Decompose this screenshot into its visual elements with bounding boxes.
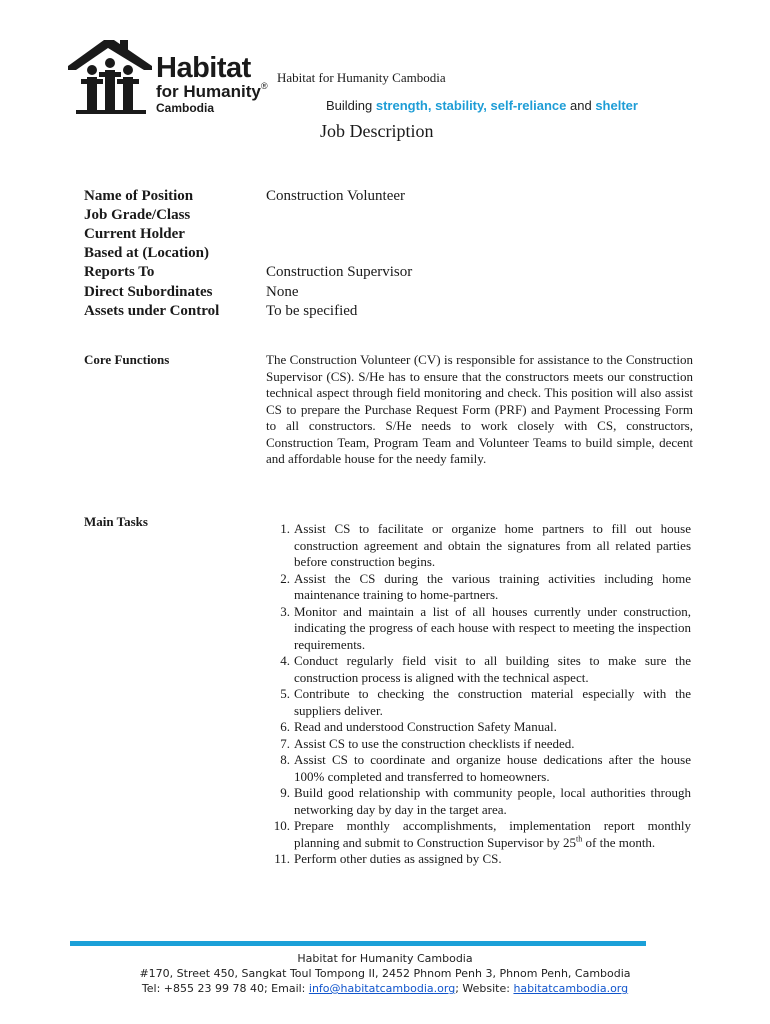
- label-name-of-position: Name of Position: [84, 188, 194, 204]
- task-text: Assist CS to use the construction checklists if needed.: [294, 735, 575, 751]
- org-name: Habitat for Humanity Cambodia: [277, 70, 446, 85]
- task-item: 6. Read and understood Construction Safety Manual.: [280, 719, 557, 734]
- tagline-sep: ,: [483, 98, 491, 113]
- task-item: 4. Conduct regularly field visit to all building sites to make sure the construction process is aligned with the technical aspect.: [280, 653, 691, 685]
- tagline: [326, 98, 638, 113]
- tagline-prefix: Building: [326, 98, 376, 113]
- task-item: 3. Monitor and maintain a list of all houses currently under construction, indicating the progress of each house with respect to meeting the inspection requirements.: [280, 603, 691, 652]
- tagline-sep: ,: [427, 98, 436, 113]
- footer-email-link[interactable]: info@habitatcambodia.org: [308, 982, 456, 995]
- task-text: Assist CS to facilitate or organize home partners to fill out house construction agreement and obtain the signatures from all related parties before construction begins.: [294, 521, 691, 569]
- value-reports-to: Construction Supervisor: [266, 264, 413, 280]
- main-tasks-heading: Main Tasks: [84, 514, 148, 529]
- task-text: Perform other duties as assigned by CS.: [294, 851, 502, 866]
- label-current-holder: Current Holder: [84, 226, 185, 242]
- task-text: Assist the CS during the various training activities including home maintenance training to home-partners.: [294, 570, 691, 602]
- task-item: 8. Assist CS to coordinate and organize house dedications after the house 100% completed and transferred to homeowners.: [280, 752, 691, 784]
- task-text: Build good relationship with community people, local authorities through networking day by day in the target area.: [294, 785, 691, 817]
- value-direct-subordinates: None: [266, 284, 299, 300]
- core-functions-heading: Core Functions: [84, 352, 170, 367]
- value-assets-under-control: To be specified: [266, 303, 358, 319]
- task-item: 10. Prepare monthly accomplishments, implementation report monthly planning and submit to Construction Supervisor by 25th of the month.: [273, 818, 691, 850]
- logo-text-cambodia: Cambodia: [156, 101, 215, 115]
- value-name-of-position: Construction Volunteer: [266, 188, 406, 204]
- label-reports-to: Reports To: [84, 264, 155, 280]
- logo-text-habitat: Habitat: [156, 52, 251, 84]
- tagline-strength: strength: [375, 98, 428, 113]
- label-direct-subordinates: Direct Subordinates: [84, 284, 213, 300]
- label-assets-under-control: Assets under Control: [84, 303, 220, 319]
- superscript-th: th: [576, 834, 583, 844]
- task-text: Read and understood Construction Safety Manual.: [294, 719, 557, 734]
- footer-tel: Tel: +855 23 99 78 40; Email:: [141, 982, 309, 995]
- task-text: Contribute to checking the construction material especially with the suppliers deliver.: [294, 686, 691, 718]
- logo-registered-mark: ®: [261, 81, 268, 91]
- tagline-stability: stability: [435, 98, 484, 113]
- task-text-tail: of the month.: [582, 834, 656, 850]
- page-title: Job Description: [320, 121, 434, 141]
- task-item: 1. Assist CS to facilitate or organize home partners to fill out house construction agreement and obtain the signatures from all related parties before construction begins.: [280, 521, 691, 569]
- footer-website-link[interactable]: habitatcambodia.org: [513, 982, 629, 995]
- footer-address: #170, Street 450, Sangkat Toul Tompong II, 2452 Phnom Penh 3, Phnom Penh, Cambodia: [139, 967, 631, 980]
- task-text: Monitor and maintain a list of all houses currently under construction, indicating the progress of each house with respect to meeting the inspection requirements.: [294, 603, 691, 652]
- footer-website-prefix: ; Website:: [455, 982, 514, 995]
- task-item: 9. Build good relationship with community people, local authorities through networking day by day in the target area.: [280, 785, 691, 817]
- tagline-shelter: shelter: [595, 98, 638, 113]
- main-tasks-list: [266, 521, 691, 868]
- tagline-and: and: [566, 98, 596, 113]
- task-item: 11. Perform other duties as assigned by CS.: [274, 851, 502, 866]
- task-item: 7. Assist CS to use the construction checklists if needed.: [280, 735, 575, 751]
- footer-contact: [0, 982, 770, 995]
- tagline-self-reliance: self-reliance: [490, 98, 567, 113]
- task-item: 5. Contribute to checking the construction material especially with the suppliers deliver.: [280, 686, 691, 718]
- core-functions-text: The Construction Volunteer (CV) is responsible for assistance to the Construction Supervisor (CS). S/He has to ensure that the constructors meets our construction technical aspect through field monitoring and check. This position will also assist CS to prepare the Purchase Request Form (PRF) and Payment Processing Form to all constructors. S/He needs to work closely with CS, constructors, Construction Team, Program Team and Volunteer Teams to build simple, decent and affordable house for the needy family.: [266, 352, 693, 466]
- label-job-grade: Job Grade/Class: [84, 207, 191, 223]
- label-based-at: Based at (Location): [84, 245, 209, 261]
- habitat-logo: [68, 36, 278, 116]
- footer-divider: [70, 941, 646, 946]
- task-item: 2. Assist the CS during the various training activities including home maintenance training to home-partners.: [280, 570, 691, 602]
- house-people-icon: [68, 36, 154, 116]
- footer-org: Habitat for Humanity Cambodia: [297, 952, 473, 965]
- task-text: Assist CS to coordinate and organize house dedications after the house 100% completed and transferred to homeowners.: [294, 752, 691, 784]
- task-text: Conduct regularly field visit to all building sites to make sure the construction process is aligned with the technical aspect.: [294, 653, 691, 685]
- task-text: Prepare monthly accomplishments, implementation report monthly planning and submit to Construction Supervisor by 25: [294, 818, 691, 850]
- logo-text-for-humanity: for Humanity: [156, 82, 261, 101]
